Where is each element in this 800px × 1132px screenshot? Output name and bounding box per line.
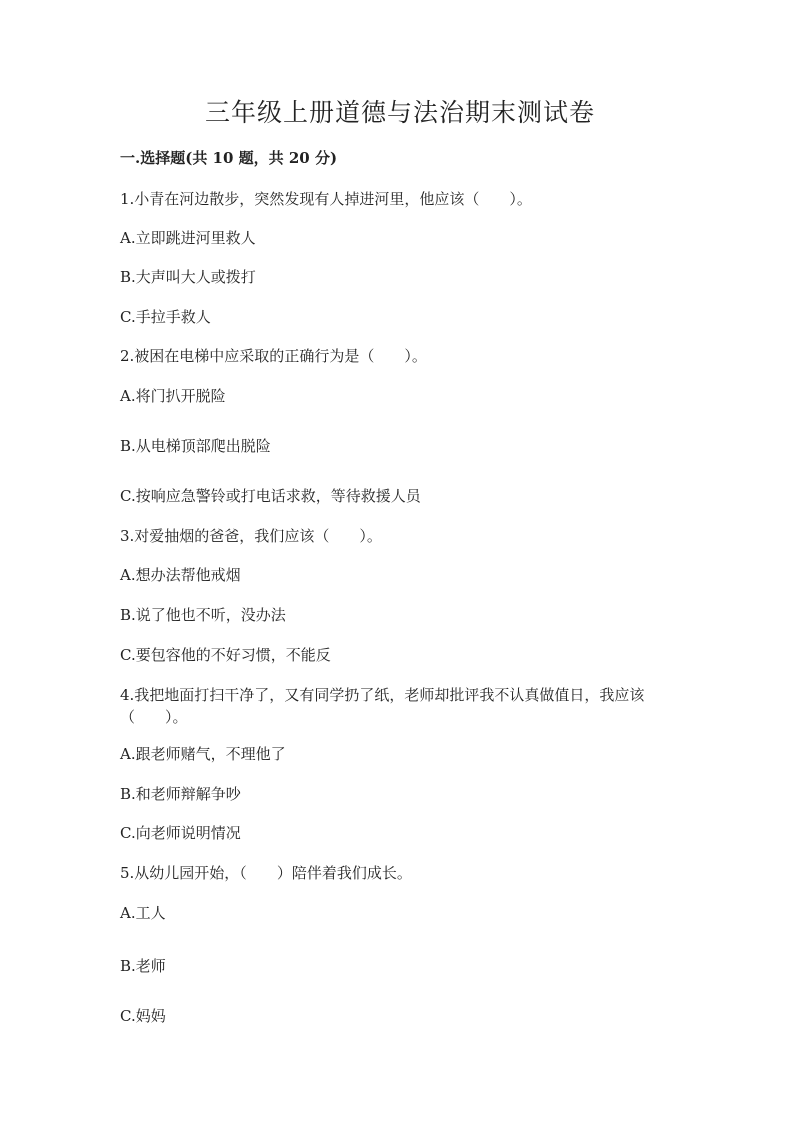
section-heading: 一.选择题(共 10 题，共 20 分) [120,149,338,167]
question-1-stem: 1.小青在河边散步，突然发现有人掉进河里，他应该（ ）。 [120,190,532,208]
question-2-option-a: A.将门扒开脱险 [120,387,226,405]
question-4-option-a: A.跟老师赌气，不理他了 [120,745,286,763]
question-4-option-c: C.向老师说明情况 [120,824,241,842]
question-4-stem: 4.我把地面打扫干净了，又有同学扔了纸，老师却批评我不认真做值日，我应该（ ）。 [120,686,645,726]
question-5-option-b: B.老师 [120,957,166,975]
question-3-option-b: B.说了他也不听，没办法 [120,606,286,624]
exam-title: 三年级上册道德与法治期末测试卷 [204,98,595,127]
question-2-stem: 2.被困在电梯中应采取的正确行为是（ ）。 [120,347,427,365]
question-2-option-b: B.从电梯顶部爬出脱险 [120,437,271,455]
question-2-option-c: C.按响应急警铃或打电话求救，等待救援人员 [120,487,421,505]
question-5-option-a: A.工人 [120,904,166,922]
question-4-option-b: B.和老师辩解争吵 [120,785,241,803]
question-3-stem: 3.对爱抽烟的爸爸，我们应该（ ）。 [120,527,382,545]
question-3-option-a: A.想办法帮他戒烟 [120,566,241,584]
question-1-option-b: B.大声叫大人或拨打 [120,268,256,286]
question-1-option-c: C.手拉手救人 [120,308,211,326]
question-5-option-c: C.妈妈 [120,1007,166,1025]
question-5-stem: 5.从幼儿园开始，（ ）陪伴着我们成长。 [120,864,412,882]
question-1-option-a: A.立即跳进河里救人 [120,229,256,247]
question-3-option-c: C.要包容他的不好习惯，不能反 [120,646,331,664]
